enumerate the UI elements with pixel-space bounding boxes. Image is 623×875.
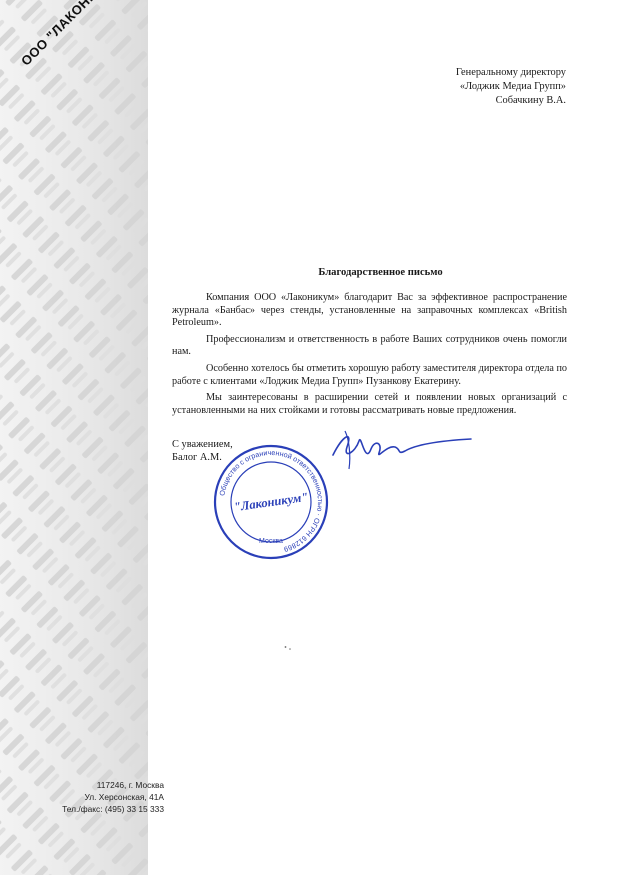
stamp-city: Москва <box>259 538 283 545</box>
company-stamp <box>212 443 330 561</box>
paragraph: Компания ООО «Лаконикум» благодарит Вас за эффективное распространение журнала «Банбас» через стенды, установленные на заправочных комплексах «British Petroleum». <box>172 292 567 329</box>
paragraph: Профессионализм и ответственность в работе Ваших сотрудников очень помогли нам. <box>172 333 567 358</box>
letter-title: Благодарственное письмо <box>318 267 443 278</box>
letterhead-stripe <box>0 0 148 875</box>
recipient-company: «Лоджик Медиа Групп» <box>459 81 566 92</box>
recipient-block <box>400 66 566 108</box>
recipient-name: Собачкину В.А. <box>495 95 566 106</box>
address-line-2: Ул. Херсонская, 41А <box>84 792 164 802</box>
recipient-position: Генеральному директору <box>455 67 566 78</box>
speck-marks <box>284 645 292 651</box>
signer-name: Балог А.М. <box>172 452 222 463</box>
paragraph: Особенно хотелось бы отметить хорошую работу заместителя директора отдела по работе с клиентами «Лоджик Медиа Групп» Пузанкову Екатерину. <box>172 362 567 387</box>
company-address <box>40 779 164 815</box>
stamp-center-text: "Лаконикум" <box>232 489 310 515</box>
paragraph: Мы заинтересованы в расширении сетей и появлении новых организаций с установленными на них стойками и готовы рассматривать новые предложения. <box>172 392 567 416</box>
letter-body <box>172 292 567 421</box>
stamp-ring-text: Общество с ограниченной ответственностью · ОГРН 612869 <box>217 447 326 555</box>
handwritten-signature <box>325 425 475 475</box>
company-phone: Тел./факс: (495) 33 15 333 <box>62 804 164 814</box>
closing-regards: С уважением, <box>172 439 233 450</box>
address-line-1: 117246, г. Москва <box>96 780 164 790</box>
watermark-pattern <box>0 0 148 875</box>
